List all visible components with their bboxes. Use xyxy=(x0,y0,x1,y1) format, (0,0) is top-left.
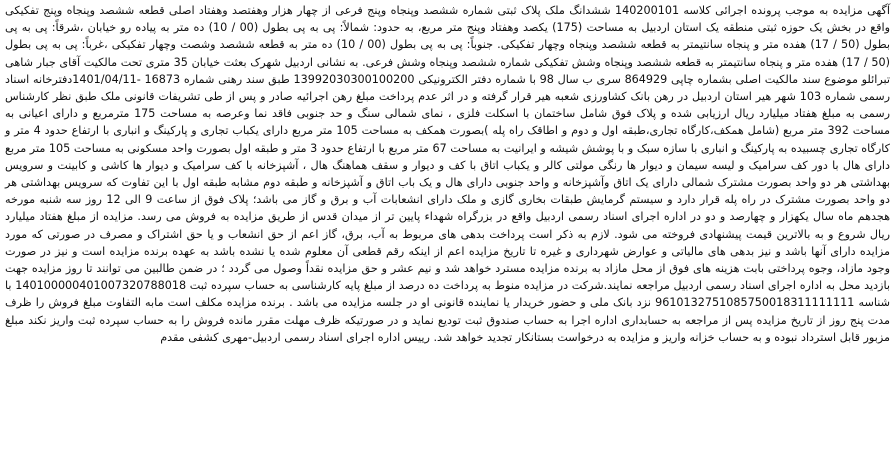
auction-notice-text: آگهی مزایده به موجب پرونده اجرائی کلاسه 140200101 ششدانگ ملک پلاک ثبتی شماره ششصد وپنجاه وپنج فرعی از چهار هزار وهفتصد وهفتاد اصلی قطعه ششصد وپنجاه وپنج تفکیکی واقع در بخش یک حوزه ثبتی منطقه یک استان اردبیل به مساحت (175) یکصد وهفتاد وپنج متر مربع، به حدود: شمالاً: پی به پی بطول (00 / 10) ده متر به پیاده رو خیابان ،شرقاً: پی به پی بطول (50 / 17) هفده متر و پنجاه سانتیمتر به قطعه ششصد وپنجاه وچهار تفکیکی. جنوباً: پی به پی بطول (00 / 10) ده متر به قطعه ششصد وشصت وچهار تفکیکی ،غرباً: پی به پی بطول (50 / 17) هفده متر و پنجاه سانتیمتر به قطعه ششصد وپنجاه وشش تفکیکی شماره ششصد وپنجاه وشش فرعی. به نشانی اردبیل شهرک بعثت خیابان 35 متری تحت مالکیت آقای جبار شاهی تبرائلو موضوع سند مالکیت اصلی بشماره چاپی 864929 سری ب سال 98 با شماره دفتر الکترونیکی 13992030300100200 طبق سند رهنی شماره 16873 -1401/04/11دفترخانه اسناد رسمی شماره 103 شهر هیر استان اردبیل در رهن بانک کشاورزی شعبه هیر قرار گرفته و در اثر عدم پرداخت مبلغ رهن اجرائیه صادر و پس از طی تشریفات قانونی ملک طبق نظر کارشناس رسمی به مبلغ هفتاد میلیارد ریال ارزیابی شده و پلاک فوق شامل ساختمان با اسکلت فلزی ، نمای شمالی سنگ و حد جنوبی فاقد نما وعرصه به مساحت 175 مترمربع و دارای اعیانی به مساحت 392 متر مربع (شامل همکف،کارگاه تجاری،طبقه اول و دوم و اطاقک راه پله )بصورت همکف به مساحت 105 متر مربع دارای یکباب تجاری و پارکینگ و انباری با ارتفاع حدود 4 متر و کارگاه تجاری چسبیده به پارکینگ و انباری با سازه سبک و با پوشش شیشه و ایرانیت به مساحت 67 متر مربع با ارتفاع حدود 3 متر و طبقه اول بصورت واحد مسکونی به مساحت 105 متر مربع دارای هال با دور کف سرامیک و لیسه سیمان و دیوار ها رنگی مولتی کالر و یکباب اتاق با کف و دیوار و سقف هماهنگ هال ، آشپزخانه با کف سرامیک و دیوار ها کاشی و کابینت و سرویس بهداشتی هر دو واحد بصورت مشترک شمالی دارای یک اتاق وآشپزخانه و واحد جنوبی دارای هال و یک باب اتاق و آشپزخانه و طبقه دوم مشابه طبقه اول با این تفاوت که سرویس بهداشتی هر دو واحد بصورت مشترک در راه پله قرار دارد و سیستم گرمایش طبقات بخاری گازی و ملک دارای انشعابات آب و برق و گاز می باشد؛ پلاک فوق از ساعت 9 الی 12 روز سه شنبه مورخه هجدهم ماه سال یکهزار و چهارصد و دو در اداره اجرای اسناد رسمی اردبیل واقع در بزرگراه شهداء پایین تر از میدان قدس از طریق مزایده به فروش می رسد. مزایده از مبلغ هفتاد میلیارد ریال شروع و به بالاترین قیمت پیشنهادی فروخته می شود. لازم به ذکر است پرداخت بدهی های مربوط به آب، برق، گاز اعم از حق انشعاب و یا حق اشتراک و مصرف در صورتی که مورد مزایده دارای آنها باشد و نیز بدهی های مالیاتی و عوارض شهرداری و غیره تا تاریخ مزایده اعم از اینکه رقم قطعی آن معلوم شده یا نشده باشد به عهده برنده مزایده است و نیز در صورت وجود مازاد، وجوه پرداختی بابت هزینه های فوق از محل مازاد به برنده مزایده مسترد خواهد شد و نیم عشر و حق مزایده نقداً وصول می گردد ؛ در ضمن طالبین می توانند تا روز مزایده جهت بازدید محل به اداره اجرای اسناد رسمی اردبیل مراجعه نمایند.شرکت در مزایده منوط به پرداخت ده درصد از مبلغ پایه کارشناسی به حساب سپرده ثبت 140100000401007320788018 با شناسه 9610132751085750018311111111 نزد بانک ملی و حضور خریدار یا نماینده قانونی او در جلسه مزایده می باشد . برنده مزایده مکلف است مابه التفاوت مبلغ فروش را ظرف مدت پنج روز از تاریخ مزایده پس از مراجعه به حسابداری اداره اجرا به حساب صندوق ثبت تودیع نماید و در صورتیکه ظرف مهلت مقرر مانده فروش را به حساب سپرده ثبت واریز نکند مبلغ مزبور قابل استرداد نبوده و به حساب خزانه واریز و مزایده به درخواست بستانکار تجدید خواهد شد. رییس اداره اجرای اسناد رسمی اردبیل-مهری کشفی مقدم xyxy=(5,4,891,344)
